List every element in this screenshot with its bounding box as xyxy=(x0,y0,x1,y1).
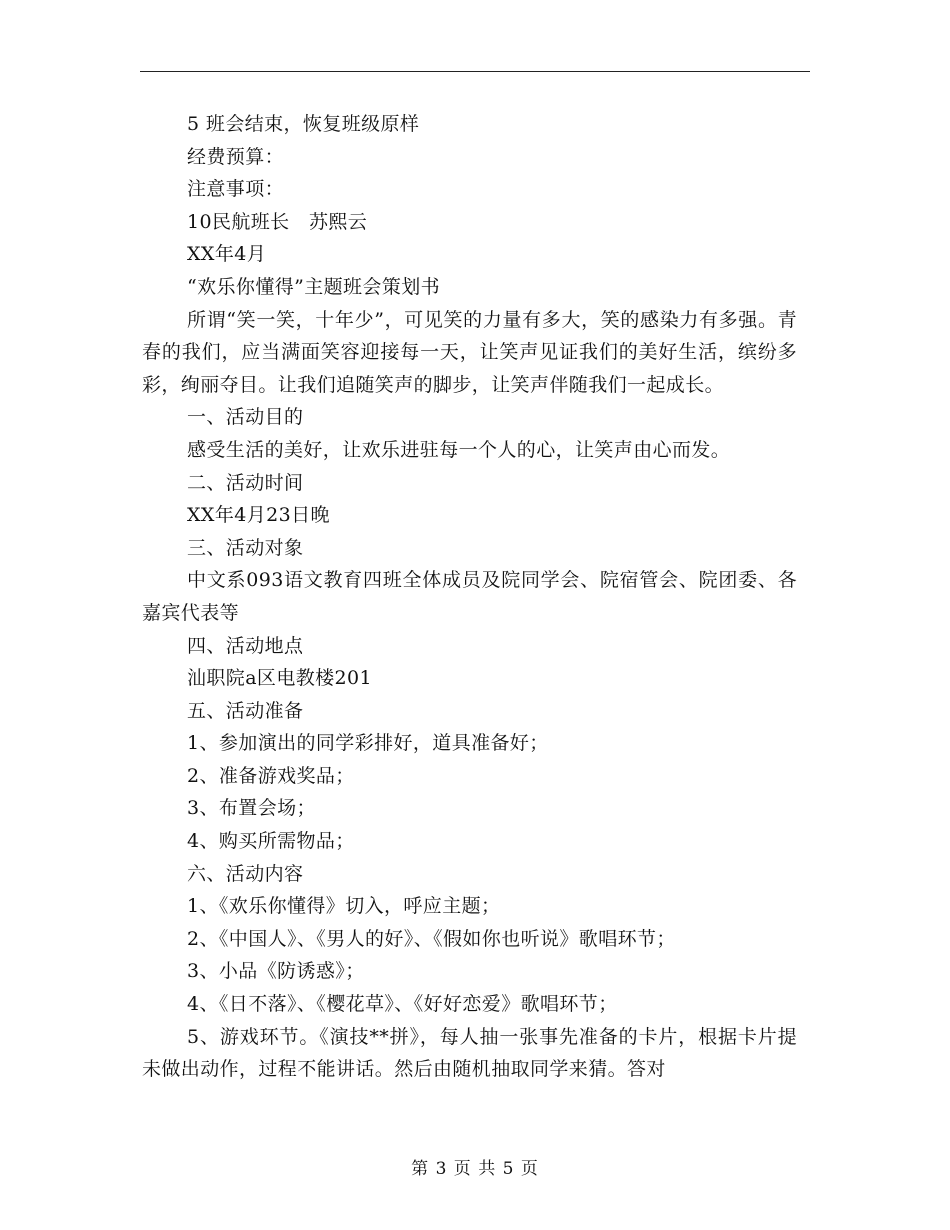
section-heading: 六、活动内容 xyxy=(187,862,304,885)
section-heading: 四、活动地点 xyxy=(187,634,304,657)
section-body: XX年4月23日晚 xyxy=(187,504,330,527)
text-line: 经费预算： xyxy=(187,145,285,168)
document-title: “欢乐你懂得”主题班会策划书 xyxy=(187,275,441,298)
section-body: 汕职院a区电教楼201 xyxy=(187,667,372,690)
section-heading: 一、活动目的 xyxy=(187,406,304,429)
section-body: 中文系093语文教育四班全体成员及院同学会、院宿管会、院团委、各嘉宾代表等 xyxy=(142,569,797,624)
text-line: 注意事项： xyxy=(187,178,285,201)
text-line: 5 班会结束，恢复班级原样 xyxy=(187,113,420,135)
intro-paragraph: 所谓“笑一笑，十年少”，可见笑的力量有多大，笑的感染力有多强。青春的我们，应当满面笑容迎接每一天，让笑声见证我们的美好生活，缤纷多彩，绚丽夺目。让我们追随笑声的脚步，让笑声伴随我们一起成长。 xyxy=(142,308,797,396)
list-item: 3、小品《防诱惑》； xyxy=(187,960,365,983)
list-item: 1、参加演出的同学彩排好，道具准备好； xyxy=(187,732,549,755)
text-line: 10民航班长 苏熙云 xyxy=(187,210,368,233)
list-item: 2、准备游戏奖品； xyxy=(187,764,355,787)
list-item: 2、《中国人》、《男人的好》、《假如你也听说》歌唱环节； xyxy=(187,927,676,950)
list-item-paragraph: 5、游戏环节。《演技**拼》，每人抽一张事先准备的卡片，根据卡片提未做出动作，过程不能讲话。然后由随机抽取同学来猜。答对 xyxy=(142,1025,797,1081)
page-number: 第 3 页 共 5 页 xyxy=(411,1159,539,1179)
section-body: 感受生活的美好，让欢乐进驻每一个人的心，让笑声由心而发。 xyxy=(187,438,731,461)
section-heading: 五、活动准备 xyxy=(187,699,304,722)
list-item: 1、《欢乐你懂得》切入，呼应主题； xyxy=(187,895,501,918)
section-heading: 二、活动时间 xyxy=(187,471,304,494)
list-item: 3、布置会场； xyxy=(187,797,316,820)
list-item: 4、《日不落》、《樱花草》、《好好恋爱》歌唱环节； xyxy=(187,993,618,1016)
document-body xyxy=(142,108,797,1086)
list-item: 4、购买所需物品； xyxy=(187,830,355,853)
header-rule xyxy=(140,71,810,72)
section-heading: 三、活动对象 xyxy=(187,536,304,559)
text-line: XX年4月 xyxy=(187,243,267,266)
